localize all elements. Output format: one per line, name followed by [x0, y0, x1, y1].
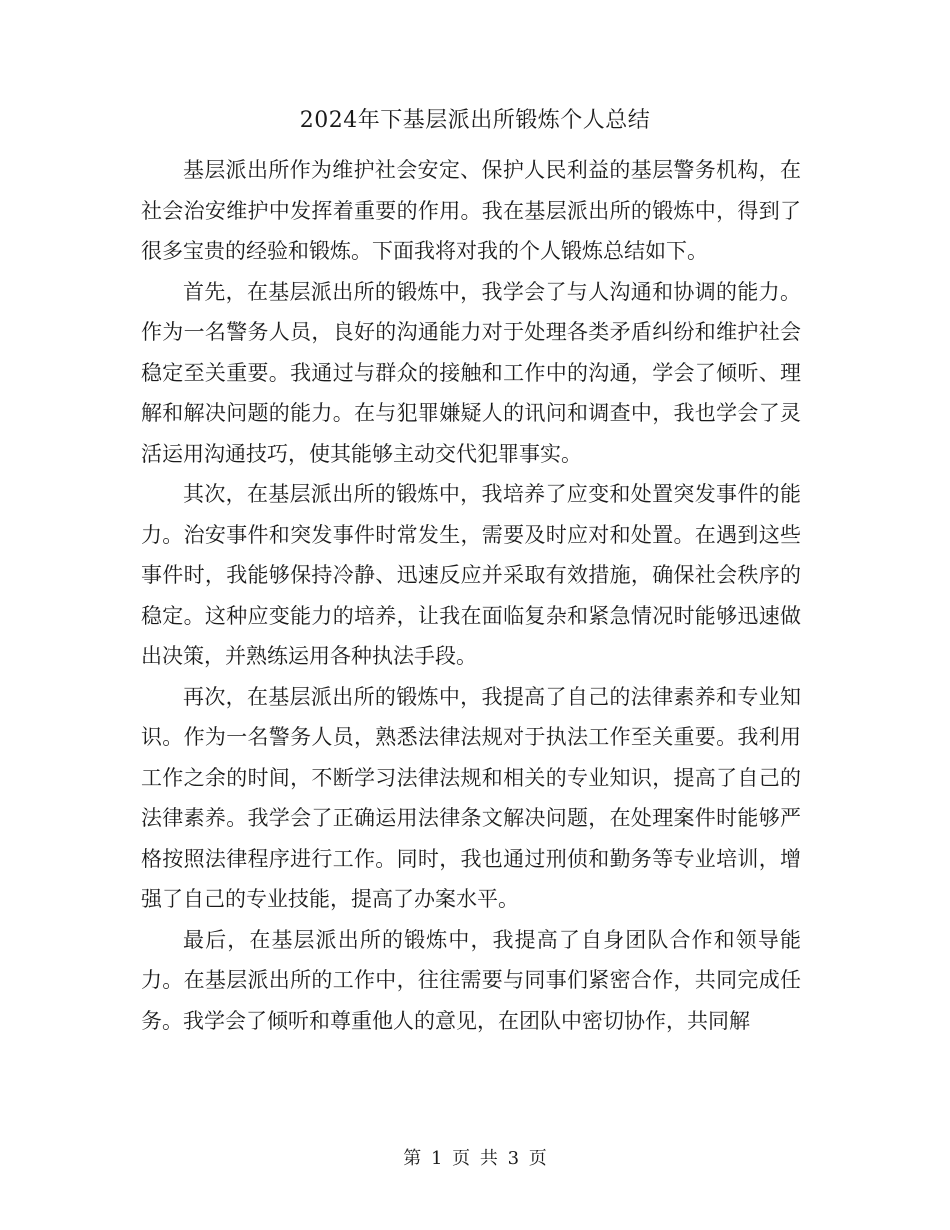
- paragraph-intro: 基层派出所作为维护社会安定、保护人民利益的基层警务机构，在社会治安维护中发挥着重要的作用。我在基层派出所的锻炼中，得到了很多宝贵的经验和锻炼。下面我将对我的个人锻炼总结如下。: [141, 158, 801, 263]
- page-number-footer: 第 1 页 共 3 页: [403, 1148, 547, 1169]
- paragraph-emergency-response: 其次，在基层派出所的锻炼中，我培养了应变和处置突发事件的能力。治安事件和突发事件时常发生，需要及时应对和处置。在遇到这些事件时，我能够保持冷静、迅速反应并采取有效措施，确保社会秩序的稳定。这种应变能力的培养，让我在面临复杂和紧急情况时能够迅速做出决策，并熟练运用各种执法手段。: [141, 482, 801, 668]
- paragraph-teamwork: 最后，在基层派出所的锻炼中，我提高了自身团队合作和领导能力。在基层派出所的工作中，往往需要与同事们紧密合作，共同完成任务。我学会了倾听和尊重他人的意见，在团队中密切协作，共同解: [141, 927, 801, 1033]
- paragraph-communication: 首先，在基层派出所的锻炼中，我学会了与人沟通和协调的能力。作为一名警务人员，良好的沟通能力对于处理各类矛盾纠纷和维护社会稳定至关重要。我通过与群众的接触和工作中的沟通，学会了倾听、理解和解决问题的能力。在与犯罪嫌疑人的讯问和调查中，我也学会了灵活运用沟通技巧，使其能够主动交代犯罪事实。: [141, 279, 801, 466]
- document-title: 2024年下基层派出所锻炼个人总结: [299, 108, 651, 133]
- document-body: [141, 150, 801, 1041]
- paragraph-legal-knowledge: 再次，在基层派出所的锻炼中，我提高了自己的法律素养和专业知识。作为一名警务人员，熟悉法律法规对于执法工作至关重要。我利用工作之余的时间，不断学习法律法规和相关的专业知识，提高了自己的法律素养。我学会了正确运用法律条文解决问题，在处理案件时能够严格按照法律程序进行工作。同时，我也通过刑侦和勤务等专业培训，增强了自己的专业技能，提高了办案水平。: [141, 684, 801, 911]
